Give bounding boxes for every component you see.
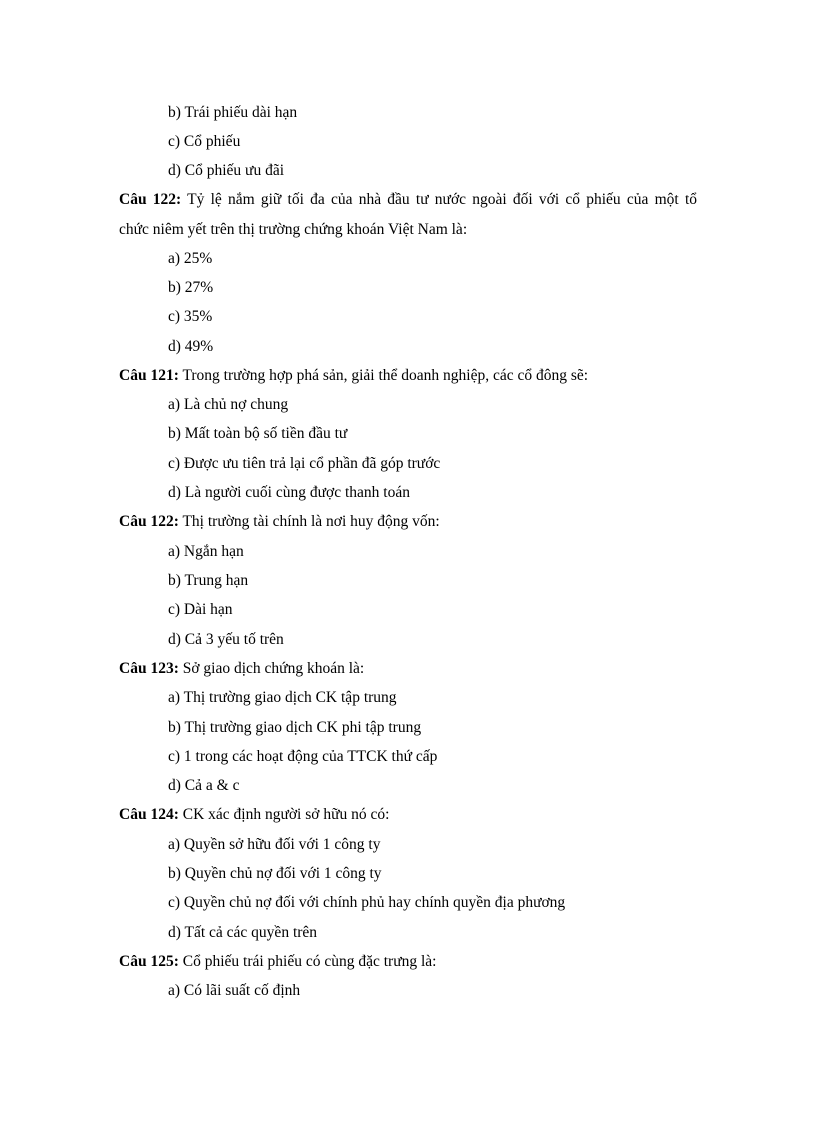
option-line: c) 35% (168, 308, 213, 325)
option-line: b) Mất toàn bộ số tiền đầu tư (168, 425, 348, 442)
option-line: b) Quyền chủ nợ đối với 1 công ty (168, 865, 382, 882)
option-line: d) 49% (168, 338, 214, 355)
option-line: c) Dài hạn (168, 601, 233, 618)
option-line: b) Trung hạn (168, 572, 249, 589)
option-line: a) Thị trường giao dịch CK tập trung (168, 689, 397, 706)
question-line (119, 190, 697, 210)
question-text: Sở giao dịch chứng khoán là: (178, 660, 365, 677)
option-line: b) Thị trường giao dịch CK phi tập trung (168, 719, 422, 736)
option-line: a) Có lãi suất cố định (168, 982, 301, 999)
question-label: Câu 125: (119, 953, 179, 970)
question-label: Câu 123: (119, 660, 179, 677)
question-text: CK xác định người sở hữu nó có: (178, 806, 390, 823)
question-label: Câu 124: (119, 806, 179, 823)
question-text: Thị trường tài chính là nơi huy động vốn: (178, 513, 440, 530)
option-line: a) Là chủ nợ chung (168, 396, 289, 413)
question-continuation: chức niêm yết trên thị trường chứng khoán Việt Nam là: (119, 221, 468, 238)
option-line: a) Ngắn hạn (168, 543, 244, 560)
option-line: b) 27% (168, 279, 214, 296)
option-line: d) Tất cả các quyền trên (168, 924, 318, 941)
option-line: d) Cả 3 yếu tố trên (168, 631, 284, 648)
question-text: Tỷ lệ nắm giữ tối đa của nhà đầu tư nước ngoài đối với cổ phiếu của một tổ (181, 191, 698, 208)
question-text: Cổ phiếu trái phiếu có cùng đặc trưng là: (178, 953, 437, 970)
option-line: c) Được ưu tiên trả lại cổ phần đã góp trước (168, 455, 441, 472)
question-line (119, 512, 440, 532)
question-line (119, 952, 436, 972)
option-line: d) Cổ phiếu ưu đãi (168, 162, 285, 179)
option-line: c) 1 trong các hoạt động của TTCK thứ cấp (168, 748, 438, 765)
option-line: d) Cả a & c (168, 777, 240, 794)
option-line: b) Trái phiếu dài hạn (168, 104, 298, 121)
question-line (119, 805, 389, 825)
question-line (119, 366, 588, 386)
option-line: c) Quyền chủ nợ đối với chính phủ hay chính quyền địa phương (168, 894, 566, 911)
question-line (119, 659, 364, 679)
question-label: Câu 121: (119, 367, 179, 384)
option-line: a) Quyền sở hữu đối với 1 công ty (168, 836, 381, 853)
question-label: Câu 122: (119, 191, 182, 208)
option-line: c) Cổ phiếu (168, 133, 241, 150)
option-line: a) 25% (168, 250, 213, 267)
option-line: d) Là người cuối cùng được thanh toán (168, 484, 410, 501)
question-text: Trong trường hợp phá sản, giải thể doanh nghiệp, các cổ đông sẽ: (178, 367, 589, 384)
question-label: Câu 122: (119, 513, 179, 530)
